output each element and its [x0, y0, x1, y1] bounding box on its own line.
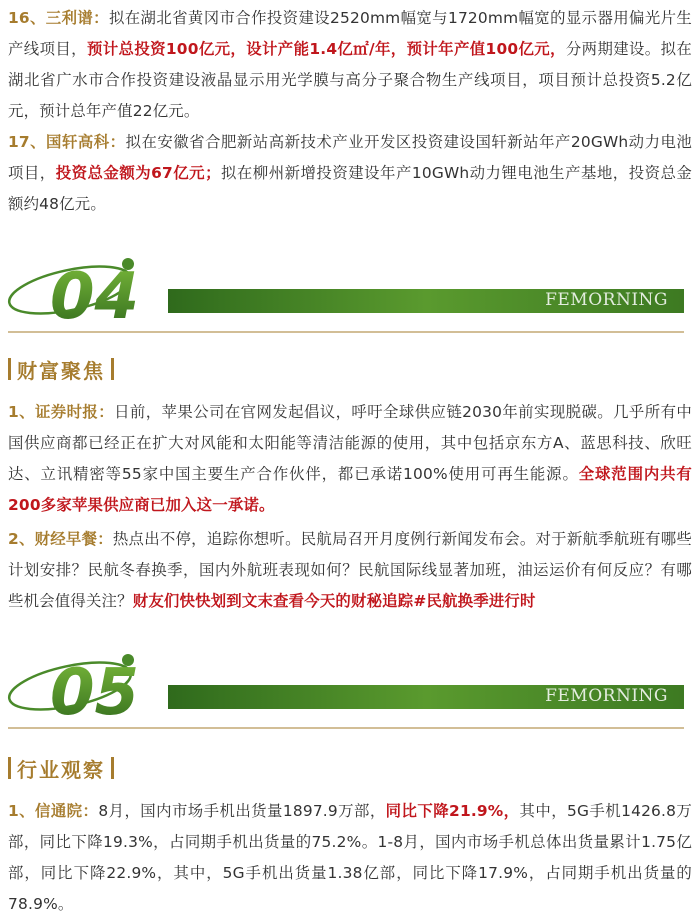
item-17-highlight: 投资总金额为67亿元； [55, 164, 221, 182]
banner-brand: FEMORNING [545, 686, 668, 706]
title-bar-left [8, 358, 11, 380]
wealth-item-2-text: 热点出不停，追踪你想听。民航局召开月度例行新闻发布会。对于新航季航班有哪些计划安排？民航冬春换季，国内外航班表现如何？民航国际线显著加班，油运运价有何反应？有哪些机会值得关注？ [8, 530, 692, 610]
item-16-highlight: 预计总投资100亿元，设计产能1.4亿㎡/年，预计年产值100亿元， [86, 40, 566, 58]
section-title-wealth [8, 355, 114, 383]
wealth-item-1-highlight: 全球范围内共有200多家苹果供应商已加入这一承诺。 [8, 465, 692, 514]
industry-item-1-paragraph [8, 796, 692, 920]
section-title-text: 财富聚焦 [17, 358, 105, 383]
banner-number: 05 [50, 656, 140, 730]
banner-graphic [0, 636, 700, 732]
industry-item-1-highlight: 同比下降21.9%， [385, 802, 520, 820]
title-bar-left [8, 757, 11, 779]
wealth-item-2-label: 2、财经早餐： [8, 530, 113, 548]
industry-item-1-label: 1、信通院： [8, 802, 99, 820]
wealth-item-1-text: 日前，苹果公司在官网发起倡议，呼吁全球供应链2030年前实现脱碳。几乎所有中国供应商都已经正在扩大对风能和太阳能等清洁能源的使用，其中包括京东方A、蓝思科技、欣旺达、立讯精密等55家中国主要生产合作伙伴，都已承诺100%使用可再生能源。 [8, 403, 692, 483]
item-16-label: 16、三利谱： [8, 9, 109, 27]
wealth-item-1-paragraph [8, 397, 692, 521]
banner-brand: FEMORNING [545, 290, 668, 310]
item-17-text-1: 拟在安徽省合肥新站高新技术产业开发区投资建设国轩新站年产20GWh动力电池项目， [8, 133, 692, 182]
wealth-item-2-highlight: 财友们快快划到文末查看今天的财秘追踪#民航换季进行时 [132, 592, 536, 610]
title-bar-right [111, 757, 114, 779]
item-17-label: 17、国轩高科： [8, 133, 126, 151]
title-bar-right [111, 358, 114, 380]
industry-item-1-text-1: 8月，国内市场手机出货量1897.9万部， [98, 802, 386, 820]
section-title-text: 行业观察 [17, 757, 105, 782]
industry-item-1-text-2: 其中，5G手机1426.8万部，同比下降19.3%，占同期手机出货量的75.2%。1-8月，国内市场手机总体出货量累计1.75亿部，同比下降22.9%，其中，5G手机出货量1.38亿部，同比下降17.9%，占同期手机出货量的78.9%。 [8, 802, 692, 913]
banner-number: 04 [50, 260, 140, 334]
section-banner-05 [0, 636, 700, 732]
wealth-item-1-label: 1、证券时报： [8, 403, 115, 421]
wealth-item-2-paragraph [8, 524, 692, 617]
item-16-text-2: 分两期建设。拟在湖北省广水市合作投资建设液晶显示用光学膜与高分子聚合物生产线项目，项目预计总投资5.2亿元，预计总年产值22亿元。 [8, 40, 692, 120]
item-17-text-2: 拟在柳州新增投资建设年产10GWh动力锂电池生产基地，投资总金额约48亿元。 [8, 164, 692, 213]
item-16-paragraph [8, 3, 692, 127]
item-16-text-1: 拟在湖北省黄冈市合作投资建设2520mm幅宽与1720mm幅宽的显示器用偏光片生产线项目， [8, 9, 692, 58]
section-banner-04 [0, 240, 700, 336]
section-title-industry [8, 754, 114, 782]
item-17-paragraph [8, 127, 692, 220]
banner-graphic [0, 240, 700, 336]
